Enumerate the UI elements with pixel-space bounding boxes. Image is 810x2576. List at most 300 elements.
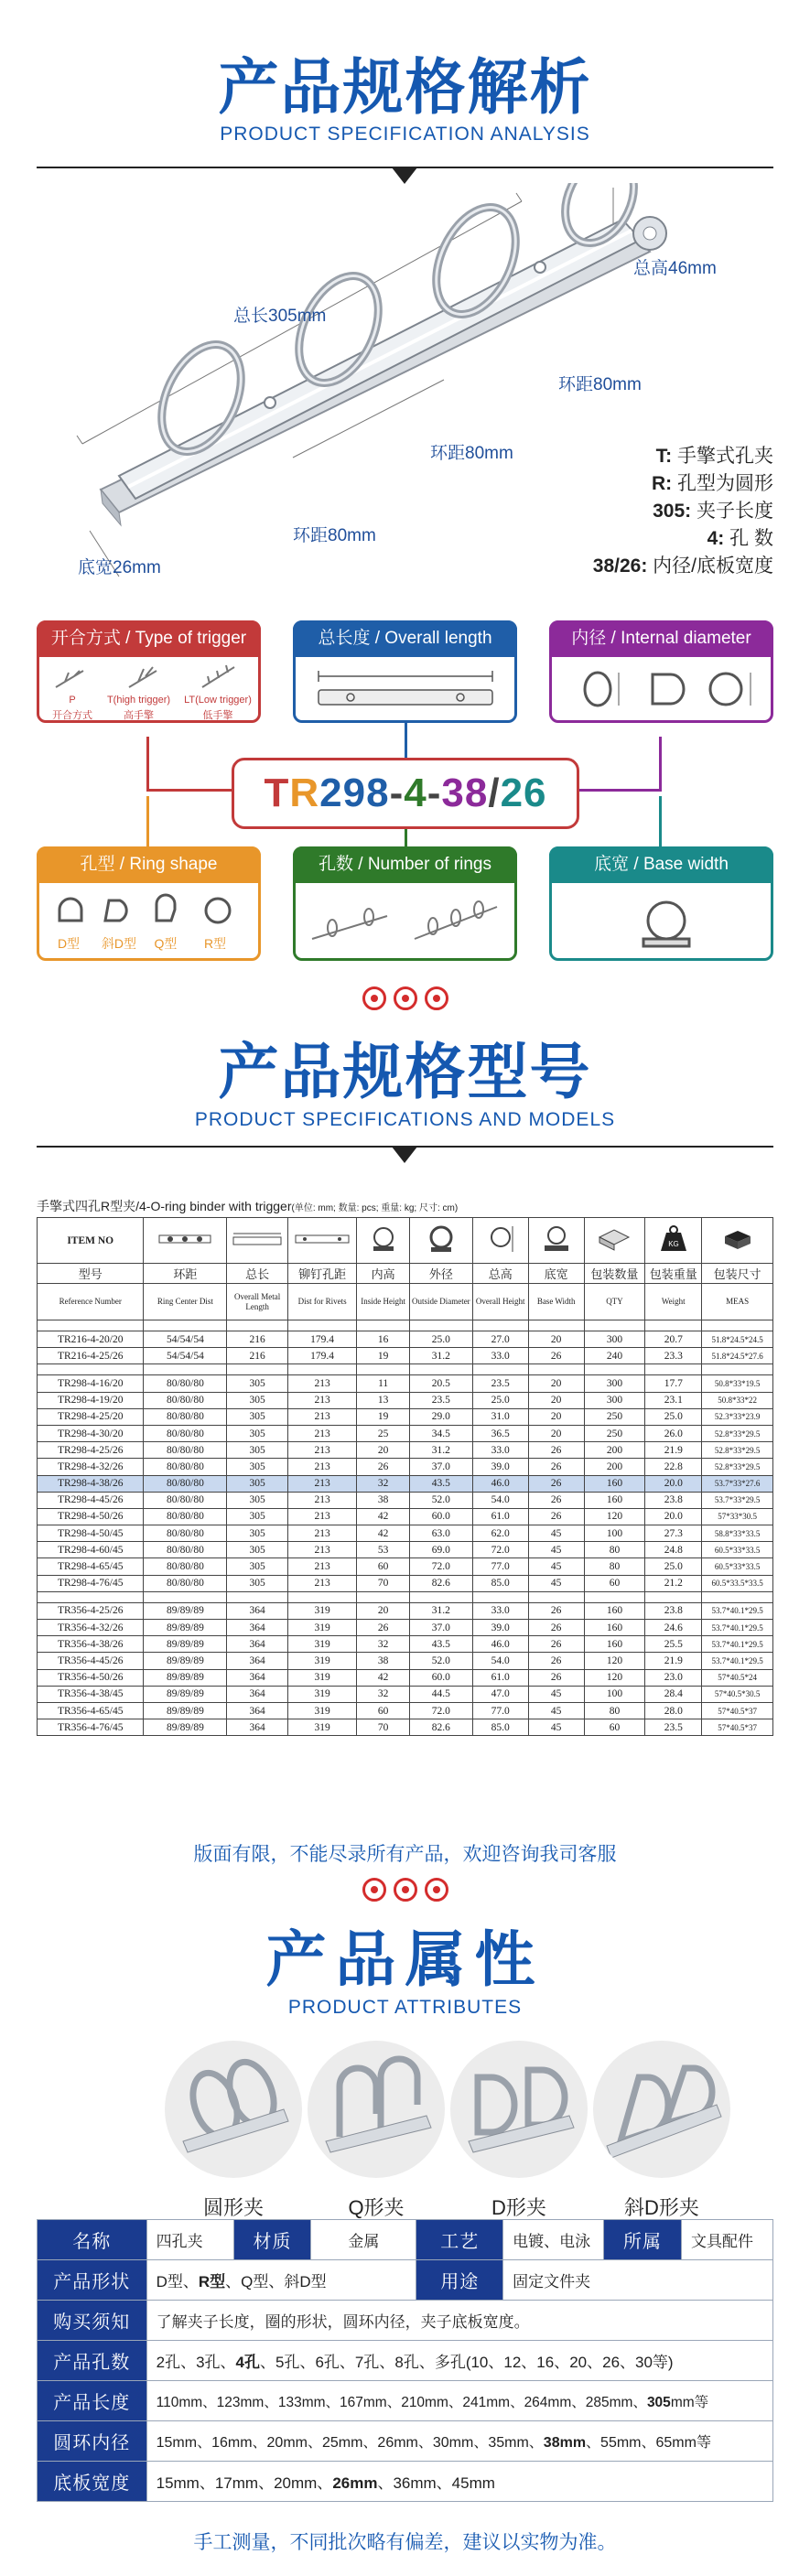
- table-row: [38, 1702, 773, 1719]
- attr-value: 电镀、电泳: [503, 2220, 604, 2260]
- table-cell: 53: [357, 1542, 410, 1558]
- table-cell: 39.0: [472, 1620, 528, 1636]
- attr-row: [38, 2220, 773, 2260]
- table-cell: 29.0: [409, 1408, 472, 1425]
- table-row: [38, 1508, 773, 1525]
- table-cell: 364: [227, 1719, 288, 1736]
- table-cell: TR298-4-76/45: [38, 1575, 144, 1591]
- section3-title: 产品属性: [265, 1925, 545, 1993]
- table-cell: TR356-4-38/45: [38, 1686, 144, 1702]
- shape-label: Q形夹: [348, 2196, 405, 2219]
- table-cell: 52.8*33*29.5: [702, 1459, 773, 1475]
- attr-text: 、5孔、6孔、7孔、8孔、多孔(10、12、16、20、26、30等): [260, 2354, 674, 2371]
- table-cell: 305: [227, 1475, 288, 1492]
- shape-label: 斜D形夹: [624, 2196, 699, 2219]
- table-cell: 213: [287, 1408, 356, 1425]
- table-cell: 20: [528, 1331, 584, 1348]
- table-cell: 33.0: [472, 1348, 528, 1364]
- spacer-cell: [645, 1320, 702, 1331]
- column-header-en: Dist for Rivets: [287, 1284, 356, 1320]
- attr-text: 2孔、3孔、: [156, 2354, 236, 2371]
- table-cell: 319: [287, 1636, 356, 1653]
- table-cell: 61.0: [472, 1508, 528, 1525]
- binder-drawing: [64, 183, 760, 604]
- table-cell: 27.0: [472, 1331, 528, 1348]
- legend-code: 4:: [707, 528, 725, 549]
- trigger-code: T(high trigger): [106, 695, 171, 706]
- table-cell: 25: [357, 1425, 410, 1441]
- table-cell: 20: [528, 1392, 584, 1408]
- table-cell: 80/80/80: [144, 1525, 227, 1542]
- table-cell: 89/89/89: [144, 1719, 227, 1736]
- table-row: [38, 1425, 773, 1441]
- spacer-cell: [409, 1364, 472, 1375]
- table-cell: 31.2: [409, 1348, 472, 1364]
- attr-value: [146, 2260, 416, 2301]
- spacer-cell: [409, 1591, 472, 1602]
- table-cell: 80/80/80: [144, 1492, 227, 1508]
- decorative-dots: [0, 1878, 810, 1906]
- table-cell: 364: [227, 1602, 288, 1619]
- section2-title: 产品规格型号: [218, 1038, 592, 1105]
- table-cell: 364: [227, 1686, 288, 1702]
- ring-shape-label: Q型: [154, 936, 178, 951]
- table-row: [38, 1375, 773, 1392]
- table-cell: 50.8*33*22: [702, 1392, 773, 1408]
- attr-row: [38, 2421, 773, 2462]
- legend-desc: 夹子长度: [697, 501, 773, 522]
- package-qty-icon: [584, 1218, 645, 1264]
- column-header-en: Ring Center Dist: [144, 1284, 227, 1320]
- table-row: [38, 1442, 773, 1459]
- shape-slant-d: [593, 2041, 730, 2221]
- attr-text: 15mm、16mm、20mm、25mm、26mm、30mm、35mm、: [156, 2435, 544, 2451]
- table-cell: 80/80/80: [144, 1375, 227, 1392]
- item-no-label: ITEM NO: [67, 1234, 114, 1246]
- table-cell: 24.6: [645, 1620, 702, 1636]
- attr-row: [38, 2341, 773, 2381]
- spacer-cell: [287, 1591, 356, 1602]
- table-cell: 26.0: [645, 1425, 702, 1441]
- table-cell: 53.7*40.1*29.5: [702, 1636, 773, 1653]
- table-cell: 20.0: [645, 1508, 702, 1525]
- table-cell: 20.5: [409, 1375, 472, 1392]
- table-cell: 80/80/80: [144, 1442, 227, 1459]
- spacer-cell: [38, 1320, 144, 1331]
- connector-line: [405, 723, 407, 758]
- spacer-cell: [528, 1320, 584, 1331]
- table-cell: 22.8: [645, 1459, 702, 1475]
- table-cell: 213: [287, 1475, 356, 1492]
- legend-code: R:: [651, 473, 673, 494]
- table-cell: 20: [357, 1442, 410, 1459]
- internal-diameter-box: [549, 620, 773, 723]
- table-row: [38, 1392, 773, 1408]
- down-triangle-icon: [392, 167, 417, 184]
- table-cell: 319: [287, 1719, 356, 1736]
- table-cell: 25.0: [645, 1408, 702, 1425]
- legend-desc: 内径/底板宽度: [653, 555, 773, 577]
- table-cell: 45: [528, 1719, 584, 1736]
- table-cell: 45: [528, 1542, 584, 1558]
- table-cell: 89/89/89: [144, 1602, 227, 1619]
- table-cell: 23.5: [645, 1719, 702, 1736]
- column-header-cn: 铆钉孔距: [287, 1264, 356, 1284]
- inside-height-icon: [357, 1218, 410, 1264]
- table-cell: 20: [528, 1425, 584, 1441]
- ring-center-icon: [144, 1218, 227, 1264]
- spacer-cell: [645, 1364, 702, 1375]
- table-cell: 26: [528, 1348, 584, 1364]
- spacer-cell: [702, 1591, 773, 1602]
- table-cell: 25.5: [645, 1636, 702, 1653]
- table-cell: 52.0: [409, 1492, 472, 1508]
- attr-key: 用途: [416, 2260, 503, 2301]
- table-cell: 39.0: [472, 1459, 528, 1475]
- table-cell: 20.7: [645, 1331, 702, 1348]
- section2-subtitle: PRODUCT SPECIFICATIONS AND MODELS: [194, 1109, 616, 1130]
- round-binder-image: [165, 2041, 302, 2178]
- table-cell: 23.8: [645, 1602, 702, 1619]
- table-spacer-row: [38, 1364, 773, 1375]
- table-cell: 57*40.5*37: [702, 1702, 773, 1719]
- table-cell: 80/80/80: [144, 1575, 227, 1591]
- table-cell: 179.4: [287, 1348, 356, 1364]
- table-cell: 213: [287, 1459, 356, 1475]
- table-cell: 11: [357, 1375, 410, 1392]
- ring-shape-icon: [49, 893, 254, 930]
- spacer-cell: [357, 1320, 410, 1331]
- table-row: [38, 1525, 773, 1542]
- table-cell: 20.0: [645, 1475, 702, 1492]
- table-cell: TR298-4-30/20: [38, 1425, 144, 1441]
- legend-item: [653, 496, 773, 523]
- table-cell: TR216-4-25/26: [38, 1348, 144, 1364]
- connector-line: [405, 829, 407, 847]
- table-cell: 60: [584, 1719, 645, 1736]
- table-cell: 58.8*33*33.5: [702, 1525, 773, 1542]
- spacer-cell: [38, 1364, 144, 1375]
- ring-spacing-label-1: 环距80mm: [558, 375, 642, 394]
- table-cell: 89/89/89: [144, 1702, 227, 1719]
- column-header-cn: 内高: [357, 1264, 410, 1284]
- table-cell: 21.9: [645, 1442, 702, 1459]
- table-cell: TR216-4-20/20: [38, 1331, 144, 1348]
- measure-icon: [702, 1218, 773, 1264]
- table-cell: TR298-4-16/20: [38, 1375, 144, 1392]
- table-row: [38, 1636, 773, 1653]
- table-cell: 305: [227, 1492, 288, 1508]
- spacer-cell: [584, 1320, 645, 1331]
- table-row: [38, 1408, 773, 1425]
- rivet-dist-icon: [287, 1218, 356, 1264]
- table-cell: 32: [357, 1686, 410, 1702]
- attr-text: mm等: [670, 2394, 709, 2410]
- table-cell: 34.5: [409, 1425, 472, 1441]
- weight-icon: [645, 1218, 702, 1264]
- table-cell: 72.0: [409, 1558, 472, 1575]
- table-cell: 89/89/89: [144, 1686, 227, 1702]
- table-cell: 37.0: [409, 1459, 472, 1475]
- table-cell: TR298-4-32/26: [38, 1459, 144, 1475]
- spacer-cell: [227, 1320, 288, 1331]
- table-cell: 60: [584, 1575, 645, 1591]
- table-cell: 23.8: [645, 1492, 702, 1508]
- table-header-cn: [38, 1264, 773, 1284]
- column-header-en: QTY: [584, 1284, 645, 1320]
- table-cell: 213: [287, 1525, 356, 1542]
- attr-key: 产品长度: [38, 2381, 147, 2421]
- table-cell: 80/80/80: [144, 1475, 227, 1492]
- table-cell: 305: [227, 1375, 288, 1392]
- table-cell: 89/89/89: [144, 1636, 227, 1653]
- spacer-cell: [409, 1320, 472, 1331]
- weight-icon-label: KG: [667, 1240, 679, 1248]
- table-cell: 54.0: [472, 1492, 528, 1508]
- table-row: [38, 1331, 773, 1348]
- section1-subtitle: PRODUCT SPECIFICATION ANALYSIS: [220, 124, 590, 145]
- ring-shape-label: D型: [57, 936, 81, 951]
- base-width-box: [549, 846, 773, 961]
- table-cell: 319: [287, 1686, 356, 1702]
- slant-d-binder-image: [593, 2041, 730, 2178]
- decorative-dots: [0, 986, 810, 1015]
- spacer-cell: [227, 1364, 288, 1375]
- table-cell: 61.0: [472, 1669, 528, 1686]
- trigger-code: LT(Low trigger): [184, 695, 252, 706]
- table-cell: 31.0: [472, 1408, 528, 1425]
- ring-spacing-label-3: 环距80mm: [293, 526, 376, 545]
- table-cell: 305: [227, 1392, 288, 1408]
- column-header-en: Outside Diameter: [409, 1284, 472, 1320]
- table-cell: TR298-4-60/45: [38, 1542, 144, 1558]
- table-cell: TR298-4-38/26: [38, 1475, 144, 1492]
- table-cell: 63.0: [409, 1525, 472, 1542]
- spacer-cell: [357, 1364, 410, 1375]
- dot-icon: [394, 1878, 417, 1902]
- column-header-en: MEAS: [702, 1284, 773, 1320]
- attr-key: 所属: [604, 2220, 682, 2260]
- table-cell: 300: [584, 1392, 645, 1408]
- table-cell: TR298-4-50/26: [38, 1508, 144, 1525]
- trigger-code: P: [69, 695, 76, 706]
- table-cell: 20: [357, 1602, 410, 1619]
- attr-key: 材质: [233, 2220, 311, 2260]
- table-cell: 37.0: [409, 1620, 472, 1636]
- connector-line: [146, 737, 149, 792]
- table-cell: 200: [584, 1442, 645, 1459]
- table-cell: 100: [584, 1525, 645, 1542]
- table-cell: 80/80/80: [144, 1542, 227, 1558]
- item-no-header: [38, 1218, 144, 1264]
- table-cell: 60.0: [409, 1669, 472, 1686]
- table-cell: 60.5*33.5*33.5: [702, 1575, 773, 1591]
- q-binder-image: [308, 2041, 445, 2178]
- attr-row: [38, 2301, 773, 2341]
- table-cell: 305: [227, 1575, 288, 1591]
- rings-icon: [305, 893, 511, 957]
- table-cell: 305: [227, 1408, 288, 1425]
- trigger-icon: [47, 662, 253, 693]
- table-cell: 19: [357, 1348, 410, 1364]
- number-of-rings-title: 孔数 / Number of rings: [293, 846, 517, 883]
- dot-icon: [425, 986, 448, 1010]
- table-cell: 46.0: [472, 1475, 528, 1492]
- column-header-en: Weight: [645, 1284, 702, 1320]
- code-part: 26: [500, 771, 547, 815]
- table-cell: 51.8*24.5*24.5: [702, 1331, 773, 1348]
- table-cell: 77.0: [472, 1558, 528, 1575]
- table-cell: 47.0: [472, 1686, 528, 1702]
- attr-key: 底板宽度: [38, 2462, 147, 2502]
- table-cell: 31.2: [409, 1602, 472, 1619]
- ring-shape-label: 斜D型: [101, 936, 137, 951]
- number-of-rings-box: [293, 846, 517, 961]
- column-header-en: Reference Number: [38, 1284, 144, 1320]
- column-header-cn: 总长: [227, 1264, 288, 1284]
- attr-value: [146, 2462, 772, 2502]
- legend-item: [593, 551, 773, 578]
- table-cell: TR356-4-38/26: [38, 1636, 144, 1653]
- column-header-cn: 包装重量: [645, 1264, 702, 1284]
- table-cell: 62.0: [472, 1525, 528, 1542]
- dot-icon: [362, 1878, 386, 1902]
- table-cell: 60.0: [409, 1508, 472, 1525]
- length-icon: [309, 667, 502, 717]
- column-header-cn: 总高: [472, 1264, 528, 1284]
- table-cell: 319: [287, 1669, 356, 1686]
- attr-value: [146, 2421, 772, 2462]
- legend-item: [652, 469, 773, 496]
- legend-item: [707, 523, 773, 551]
- spacer-cell: [645, 1591, 702, 1602]
- attr-value: 四孔夹: [146, 2220, 233, 2260]
- attr-key: 工艺: [416, 2220, 503, 2260]
- table-cell: 26: [528, 1669, 584, 1686]
- table-cell: 53.7*40.1*29.5: [702, 1620, 773, 1636]
- attr-key: 圆环内径: [38, 2421, 147, 2462]
- d-binder-image: [450, 2041, 588, 2178]
- table-cell: 89/89/89: [144, 1620, 227, 1636]
- overall-height-icon: [472, 1218, 528, 1264]
- dot-icon: [394, 986, 417, 1010]
- trigger-name: 开合方式: [52, 710, 92, 721]
- table-cell: 26: [528, 1602, 584, 1619]
- column-header-en: Inside Height: [357, 1284, 410, 1320]
- attr-value: [146, 2341, 772, 2381]
- connector-line: [146, 796, 149, 846]
- table-cell: 44.5: [409, 1686, 472, 1702]
- table-cell: 20: [528, 1408, 584, 1425]
- table-cell: 19: [357, 1408, 410, 1425]
- table-cell: TR356-4-76/45: [38, 1719, 144, 1736]
- column-header-cn: 外径: [409, 1264, 472, 1284]
- table-cell: 25.0: [645, 1558, 702, 1575]
- table-cell: 46.0: [472, 1636, 528, 1653]
- table-cell: 319: [287, 1702, 356, 1719]
- table-cell: 57*33*30.5: [702, 1508, 773, 1525]
- legend-desc: 手擎式孔夹: [677, 446, 773, 467]
- table-cell: 60: [357, 1702, 410, 1719]
- table-cell: 72.0: [472, 1542, 528, 1558]
- table-cell: 213: [287, 1575, 356, 1591]
- table-cell: 72.0: [409, 1702, 472, 1719]
- spacer-cell: [287, 1320, 356, 1331]
- table-cell: 82.6: [409, 1575, 472, 1591]
- table-row: [38, 1475, 773, 1492]
- spacer-cell: [472, 1320, 528, 1331]
- ring-shape-box: [37, 846, 261, 961]
- table-cell: 26: [528, 1653, 584, 1669]
- table-cell: 26: [528, 1508, 584, 1525]
- table-cell: TR356-4-25/26: [38, 1602, 144, 1619]
- table-cell: 45: [528, 1575, 584, 1591]
- attr-value: 文具配件: [681, 2220, 772, 2260]
- base-width-title: 底宽 / Base width: [549, 846, 773, 883]
- spacer-cell: [38, 1591, 144, 1602]
- connector-line: [659, 796, 662, 846]
- attr-text-bold: R型: [198, 2273, 226, 2290]
- table-cell: 300: [584, 1375, 645, 1392]
- table-cell: 42: [357, 1508, 410, 1525]
- legend-code: 38/26:: [592, 555, 648, 577]
- table-cell: 70: [357, 1719, 410, 1736]
- table-note: 版面有限，不能尽录所有产品，欢迎咨询我司客服: [193, 1844, 617, 1865]
- spacer-cell: [287, 1364, 356, 1375]
- code-part: R: [289, 771, 320, 815]
- shape-label: 圆形夹: [202, 2196, 264, 2219]
- table-cell: 50.8*33*19.5: [702, 1375, 773, 1392]
- table-cell: 364: [227, 1653, 288, 1669]
- table-cell: 54/54/54: [144, 1331, 227, 1348]
- column-header-en: Overall Height: [472, 1284, 528, 1320]
- trigger-name: 高手擎: [124, 710, 154, 721]
- spec-table: [37, 1217, 773, 1736]
- table-cell: TR298-4-25/20: [38, 1408, 144, 1425]
- table-cell: 160: [584, 1475, 645, 1492]
- legend-item: [656, 441, 773, 469]
- table-cell: 213: [287, 1442, 356, 1459]
- spacer-cell: [702, 1320, 773, 1331]
- table-cell: 213: [287, 1392, 356, 1408]
- trigger-type-box: [37, 620, 261, 723]
- table-caption-units: (单位: mm; 数量: pcs; 重量: kg; 尺寸: cm): [291, 1203, 459, 1213]
- table-cell: 45: [528, 1702, 584, 1719]
- model-code: [232, 758, 579, 829]
- shape-round: [165, 2041, 302, 2221]
- attr-key: 名称: [38, 2220, 147, 2260]
- table-cell: 80/80/80: [144, 1508, 227, 1525]
- code-part: -: [427, 771, 442, 815]
- attr-value: [146, 2381, 772, 2421]
- attr-row: [38, 2260, 773, 2301]
- table-cell: 85.0: [472, 1575, 528, 1591]
- table-cell: 52.8*33*29.5: [702, 1442, 773, 1459]
- code-part: 4: [404, 771, 427, 815]
- legend-desc: 孔型为圆形: [677, 473, 773, 494]
- table-spacer-row: [38, 1591, 773, 1602]
- attr-text: 、Q型、斜D型: [225, 2273, 327, 2290]
- table-cell: 60.5*33*33.5: [702, 1558, 773, 1575]
- table-cell: 54/54/54: [144, 1348, 227, 1364]
- table-cell: 364: [227, 1636, 288, 1653]
- table-row: [38, 1575, 773, 1591]
- table-header-en: [38, 1284, 773, 1320]
- table-cell: 24.8: [645, 1542, 702, 1558]
- table-cell: 60: [357, 1558, 410, 1575]
- table-cell: TR356-4-50/26: [38, 1669, 144, 1686]
- ring-shape-label: R型: [203, 936, 227, 951]
